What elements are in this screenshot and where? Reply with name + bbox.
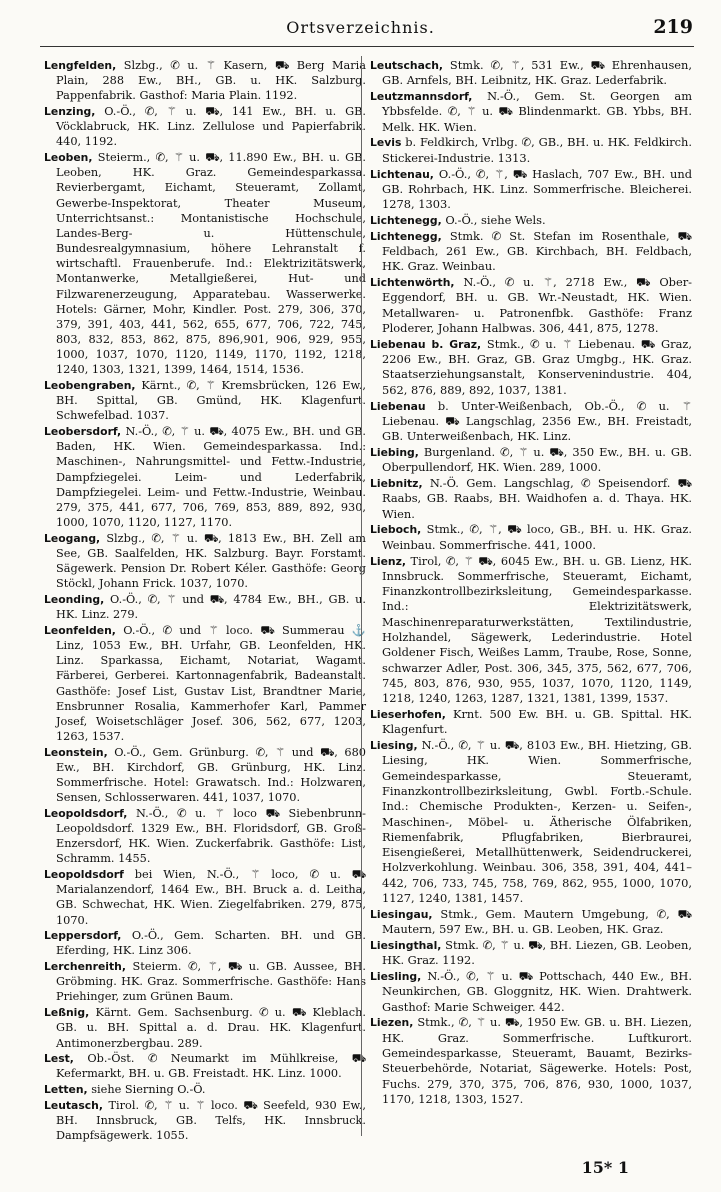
gazetteer-entry [44, 867, 366, 928]
entry-text: Stmk., Gem. Mautern Umgebung, ✆, ⛟ Mautern, 597 Ew., BH. u. GB. Leoben, HK. Graz. [382, 906, 692, 937]
place-name: Lichtenegg, [370, 213, 442, 227]
place-name: Leobersdorf, [44, 425, 122, 439]
left-column [44, 58, 366, 1144]
place-name: Liesing, [370, 739, 418, 753]
place-name: Lichtenwörth, [370, 276, 455, 290]
gazetteer-entry [44, 1082, 366, 1097]
running-title: Ortsverzeichnis. [286, 18, 435, 37]
gazetteer-entry [370, 275, 692, 336]
entry-text: Stmk., ✆, ⚚, ⛟ loco, GB., BH. u. HK. Graz. Weinbau. Sommerfrische. 441, 1000. [382, 522, 692, 552]
place-name: Lengfelden, [44, 59, 117, 72]
gazetteer-entry [370, 969, 692, 1015]
place-name: Leutschach, [370, 59, 444, 72]
gazetteer-entry [44, 959, 366, 1005]
gazetteer-entry [370, 399, 692, 445]
entry-text: N.-Ö., ✆, ⚚ u. ⛟ Pottschach, 440 Ew., BH. Neunkirchen, GB. Gloggnitz, HK. Wien. Drahtwerk. Gasthof: Marie Schweiger. 442. [382, 969, 692, 1014]
entry-text: N.-Ö., ✆ u. ⚚, 2718 Ew., ⛟ Ober-Eggendorf, BH. u. GB. Wr.-Neustadt, HK. Wien. Metallwaren- u. Patronenfbk. Gasthöfe: Franz Ploderer, Johann Halbwas. 306, 441, 875, 1278. [382, 275, 692, 336]
place-name: Levis [370, 136, 402, 150]
entry-text: O.-Ö., ✆ und ⚚ loco. ⛟ Summerau ⚓ Linz, 1053 Ew., BH. Urfahr, GB. Leonfelden, HK. Linz. Sparkassa, Eichamt, Notariat, Wagamt. Färberei, Gerberei. Kartonnagenfabrik, Badeanstalt. Gasthöfe: Josef List, Gustav List, Brandtner Marie, Ensbrunner Rosalia, Kammerhofer Karl, Pammer Josef, Woisetschläger Josef. 306, 562, 677, 1203, 1263, 1537. [56, 623, 366, 744]
place-name: Liesingthal, [370, 938, 442, 952]
entry-text: Krnt. 500 Ew. BH. u. GB. Spittal. HK. Klagenfurt. [382, 706, 692, 737]
entry-text: N.-Ö., ✆ u. ⚚ loco ⛟ Siebenbrunn-Leopoldsdorf. 1329 Ew., BH. Floridsdorf, GB. Groß-Enzersdorf, HK. Wien. Zuckerfabrik. Gasthöfe: List, Schramm. 1455. [56, 806, 366, 866]
gazetteer-entry [370, 167, 692, 213]
gazetteer-entry [370, 554, 692, 707]
gazetteer-entry [370, 337, 692, 398]
place-name: Leoben, [44, 151, 93, 165]
entry-text: Slzbg., ✆, ⚚ u. ⛟, 1813 Ew., BH. Zell am See, GB. Saalfelden, HK. Salzburg. Bayr. Forstamt. Sägewerk. Pension Dr. Robert Kéler. Gasthöfe: Georg Stöckl, Johann Frick. 1037, 1070. [56, 531, 366, 591]
entry-text: Burgenland. ✆, ⚚ u. ⛟, 350 Ew., BH. u. GB. Oberpullendorf, HK. Wien. 289, 1000. [382, 444, 692, 475]
gazetteer-entry [370, 907, 692, 938]
gazetteer-entry [370, 58, 692, 89]
gazetteer-entry [44, 928, 366, 958]
gazetteer-entry [44, 104, 366, 150]
gazetteer-entry [44, 745, 366, 806]
entry-text: N.-Ö., ✆, ⚚ u. ⛟, 4075 Ew., BH. und GB. Baden, HK. Wien. Gemeindesparkassa. Ind.: Maschinen-, Nahrungsmittel- und Fettw.-Industrie, Dampfziegelei. Leim- und Lederfabrik, Dampfziegelei. Leim- und Fettw.-Industrie, Weinbau. 279, 375, 441, 677, 706, 769, 853, 889, 892, 930, 1000, 1070, 1120, 1127, 1170. [56, 425, 366, 530]
entry-text: Kärnt. Gem. Sachsenburg. ✆ u. ⛟ Kleblach. GB. u. BH. Spittal a. d. Drau. HK. Klagenfurt. Antimonerzbergbau. 289. [56, 1006, 366, 1050]
place-name: Lenzing, [44, 105, 96, 119]
gazetteer-entry [370, 229, 692, 275]
place-name: Lichtenau, [370, 167, 434, 181]
entry-text: Stmk. ✆ St. Stefan im Rosenthale, ⛟ Feldbach, 261 Ew., GB. Kirchbach, BH. Feldbach, HK. Graz. Weinbau. [382, 228, 692, 274]
place-name: Lerchenreith, [44, 960, 126, 974]
entry-text: Ob.-Öst. ✆ Neumarkt im Mühlkreise, ⛟ Kefermarkt, BH. u. GB. Freistadt. HK. Linz. 1000. [56, 1052, 366, 1081]
gazetteer-entry [370, 445, 692, 476]
place-name: Lienz, [370, 554, 406, 568]
entry-text: b. Unter-Weißenbach, Ob.-Ö., ✆ u. ⚚ Liebenau. ⛟ Langschlag, 2356 Ew., BH. Freistadt, GB. Unterweißenbach, HK. Linz. [382, 398, 692, 444]
place-name: Liebing, [370, 445, 419, 459]
place-name: Lest, [44, 1052, 74, 1066]
entry-text: Kärnt., ✆, ⚚ Kremsbrücken, 126 Ew., BH. Spittal, GB. Gmünd, HK. Klagenfurt. Schwefelbad. 1037. [56, 379, 366, 423]
place-name: Leogang, [44, 531, 101, 545]
entry-text: Tirol, ✆, ⚚ ⛟, 6045 Ew., BH. u. GB. Lienz, HK. Innsbruck. Sommerfrische, Steueramt, Eichamt, Finanzkontrollbezirksleitung, Gemeindesparkasse. Ind.: Elektrizitätswerk, Maschinenreparaturwerkstätten, Textilindustrie, Holzhandel, Sägewerk, Lederindustrie. Hotel Goldener Fisch, Weißes Lamm, Traube, Rose, Sonne, schwarzer Adler, Post. 306, 345, 375, 562, 677, 706, 745, 803, 876, 930, 955, 1037, 1070, 1120, 1149, 1218, 1240, 1263, 1287, 1321, 1381, 1399, 1537. [382, 553, 692, 706]
column-divider [361, 56, 362, 1136]
place-name: Liesingau, [370, 907, 433, 921]
gazetteer-entry [44, 1005, 366, 1051]
entry-text: N.-Ö., Gem. St. Georgen am Ybbsfelde. ✆, ⚚ u. ⛟ Blindenmarkt. GB. Ybbs, BH. Melk. HK. Wien. [382, 89, 692, 134]
entry-text: O.-Ö., siehe Wels. [441, 212, 546, 227]
place-name: Leobengraben, [44, 379, 136, 393]
gazetteer-entry [370, 707, 692, 738]
gazetteer-entry [44, 1098, 366, 1144]
entry-text: Steierm., ✆, ⚚ u. ⛟, 11.890 Ew., BH. u. GB. Leoben, HK. Graz. Gemeindesparkassa. Revierbergamt, Eichamt, Steueramt, Zollamt, Gewerbe-Inspektorat, Theater Museum, Unterrichtsanst.: Montanistische Hochschule, Landes-Berg- u. Hüttenschule, Bundesrealgymnasium, höhere Lehranstalt f. wirtschaftl. Frauenberufe. Ind.: Elektrizitätswerk, Montanwerke, Metallgießerei, Hut- und Filzwarenerzeugung, Apparatebau. Wasserwerke. Hotels: Gärner, Mohr, Kindler. Post. 279, 306, 370, 379, 391, 403, 441, 562, 655, 677, 706, 722, 745, 803, 832, 853, 862, 875, 896,901, 906, 929, 955, 1000, 1037, 1070, 1120, 1149, 1170, 1192, 1218, 1240, 1303, 1321, 1399, 1464, 1514, 1536. [56, 151, 366, 377]
place-name: Lieboch, [370, 523, 422, 537]
place-name: Leutasch, [44, 1098, 103, 1112]
place-name: Leonding, [44, 593, 105, 607]
entry-text: Stmk., ✆ u. ⚚ Liebenau. ⛟ Graz, 2206 Ew., BH. Graz, GB. Graz Umgbg., HK. Graz. Staatserziehungsanstalt, Konservenindustrie. 404, 562, 876, 889, 892, 1037, 1381. [382, 336, 692, 397]
gazetteer-entry [44, 378, 366, 424]
entry-text: O.-Ö., ✆, ⚚ und ⛟, 4784 Ew., BH., GB. u. HK. Linz. 279. [56, 593, 366, 622]
gazetteer-entry [44, 806, 366, 867]
place-name: Liesling, [370, 970, 422, 984]
gazetteer-entry [370, 476, 692, 522]
entry-text: N.-Ö., ✆, ⚚ u. ⛟, 8103 Ew., BH. Hietzing, GB. Liesing, HK. Wien. Sommerfrische, Gemeindesparkasse, Steueramt, Finanzkontrollbezirksleitung, Gwbl. Fortb.-Schule. Ind.: Chemische Produkten-, Kerzen- u. Seifen-, Maschinen-, Möbel- u. Ätherische Ölfabriken, Riemenfabrik, Pflugfabriken, Bierbraurei, Eisengießerei, Metallhüttenwerk, Seidendruckerei, Holzverkohlung. Weinbau. 306, 358, 391, 404, 441–442, 706, 733, 745, 758, 769, 862, 955, 1000, 1070, 1127, 1240, 1381, 1457. [382, 738, 692, 906]
entry-text: Slzbg., ✆ u. ⚚ Kasern, ⛟ Berg Maria Plain, 288 Ew., BH., GB. u. HK. Salzburg. Pappenfabrik. Gasthof: Maria Plain. 1192. [56, 59, 366, 103]
gazetteer-entry [44, 1051, 366, 1081]
gazetteer-entry [44, 592, 366, 622]
place-name: Liebenau [370, 399, 426, 413]
gazetteer-entry [370, 135, 692, 166]
gazetteer-entry [44, 424, 366, 530]
right-column [370, 58, 692, 1108]
place-name: Leonstein, [44, 745, 108, 759]
entry-text: b. Feldkirch, Vrlbg. ✆, GB., BH. u. HK. Feldkirch. Stickerei-Industrie. 1313. [382, 135, 692, 165]
place-name: Liebenau b. Graz, [370, 337, 482, 351]
page-number: 219 [653, 16, 693, 38]
gazetteer-entry [44, 531, 366, 592]
gazetteer-entry [370, 738, 692, 906]
place-name: Leutzmannsdorf, [370, 90, 473, 104]
place-name: Letten, [44, 1083, 88, 1097]
gazetteer-entry [44, 150, 366, 378]
place-name: Liezen, [370, 1016, 414, 1030]
place-name: Lieserhofen, [370, 707, 446, 721]
signature-mark: 15* 1 [581, 1158, 629, 1177]
entry-text: O.-Ö., ✆, ⚚ u. ⛟, 141 Ew., BH. u. GB. Vöcklabruck, HK. Linz. Zellulose und Papierfabrik. 440, 1192. [56, 105, 366, 149]
page-header [0, 14, 721, 44]
entry-text: O.-Ö., ✆, ⚚, ⛟ Haslach, 707 Ew., BH. und GB. Rohrbach, HK. Linz. Sommerfrische. Bleicherei. 1278, 1303. [382, 166, 692, 212]
entry-text: O.-Ö., Gem. Grünburg. ✆, ⚚ und ⛟, 680 Ew., BH. Kirchdorf, GB. Grünburg, HK. Linz. Sommerfrische. Hotel: Grawatsch. Ind.: Holzwaren, Sensen, Schlosserwaren. 441, 1037, 1070. [56, 745, 366, 805]
place-name: Leßnig, [44, 1006, 90, 1020]
gazetteer-entry [370, 1015, 692, 1107]
entry-text: O.-Ö., Gem. Scharten. BH. und GB. Eferding, HK. Linz 306. [56, 929, 366, 958]
place-name: Leopoldsdorf [44, 868, 124, 882]
entry-text: Stmk. ✆, ⚚, 531 Ew., ⛟ Ehrenhausen, GB. Arnfels, BH. Leibnitz, HK. Graz. Lederfabrik. [382, 58, 692, 88]
entry-text: N.-Ö. Gem. Langschlag, ✆ Speisendorf. ⛟ Raabs, GB. Raabs, BH. Waidhofen a. d. Thaya. HK. Wien. [382, 476, 692, 521]
gazetteer-entry [370, 213, 692, 228]
place-name: Liebnitz, [370, 477, 423, 491]
gazetteer-entry [44, 623, 366, 744]
gazetteer-entry [44, 58, 366, 104]
entry-text: bei Wien, N.-Ö., ⚚ loco, ✆ u. ⛟ Marialanzendorf, 1464 Ew., BH. Bruck a. d. Leitha, GB. Schwechat, HK. Wien. Ziegelfabriken. 279, 875, 1070. [56, 868, 366, 927]
place-name: Leppersdorf, [44, 929, 122, 943]
place-name: Leopoldsdorf, [44, 806, 128, 820]
entry-text: Stmk., ✆, ⚚ u. ⛟, 1950 Ew. GB. u. BH. Liezen, HK. Graz. Sommerfrische. Luftkurort. Gemeindesparkasse, Steueramt, Bauamt, Bezirks-Steuerbehörde, Notariat, Sägewerke. Hotels: Post, Fuchs. 279, 370, 375, 706, 876, 930, 1000, 1037, 1170, 1218, 1303, 1527. [382, 1015, 692, 1106]
place-name: Lichtenegg, [370, 229, 442, 243]
gazetteer-entry [370, 522, 692, 553]
entry-text: siehe Sierning O.-Ö. [87, 1083, 206, 1097]
entry-text: Stmk. ✆, ⚚ u. ⛟, BH. Liezen, GB. Leoben, HK. Graz. 1192. [382, 937, 692, 968]
place-name: Leonfelden, [44, 623, 116, 637]
entry-text: Tirol. ✆, ⚚ u. ⚚ loco. ⛟ Seefeld, 930 Ew., BH. Innsbruck, GB. Telfs, HK. Innsbruck. Dampfsägewerk. 1055. [56, 1098, 366, 1143]
entry-text: Steierm. ✆, ⚚, ⛟ u. GB. Aussee, BH. Gröbming. HK. Graz. Sommerfrische. Gasthöfe: Hans Priehinger, zum Grünen Baum. [56, 960, 366, 1004]
gazetteer-entry [370, 89, 692, 135]
gazetteer-entry [370, 938, 692, 969]
header-rule [40, 46, 694, 47]
